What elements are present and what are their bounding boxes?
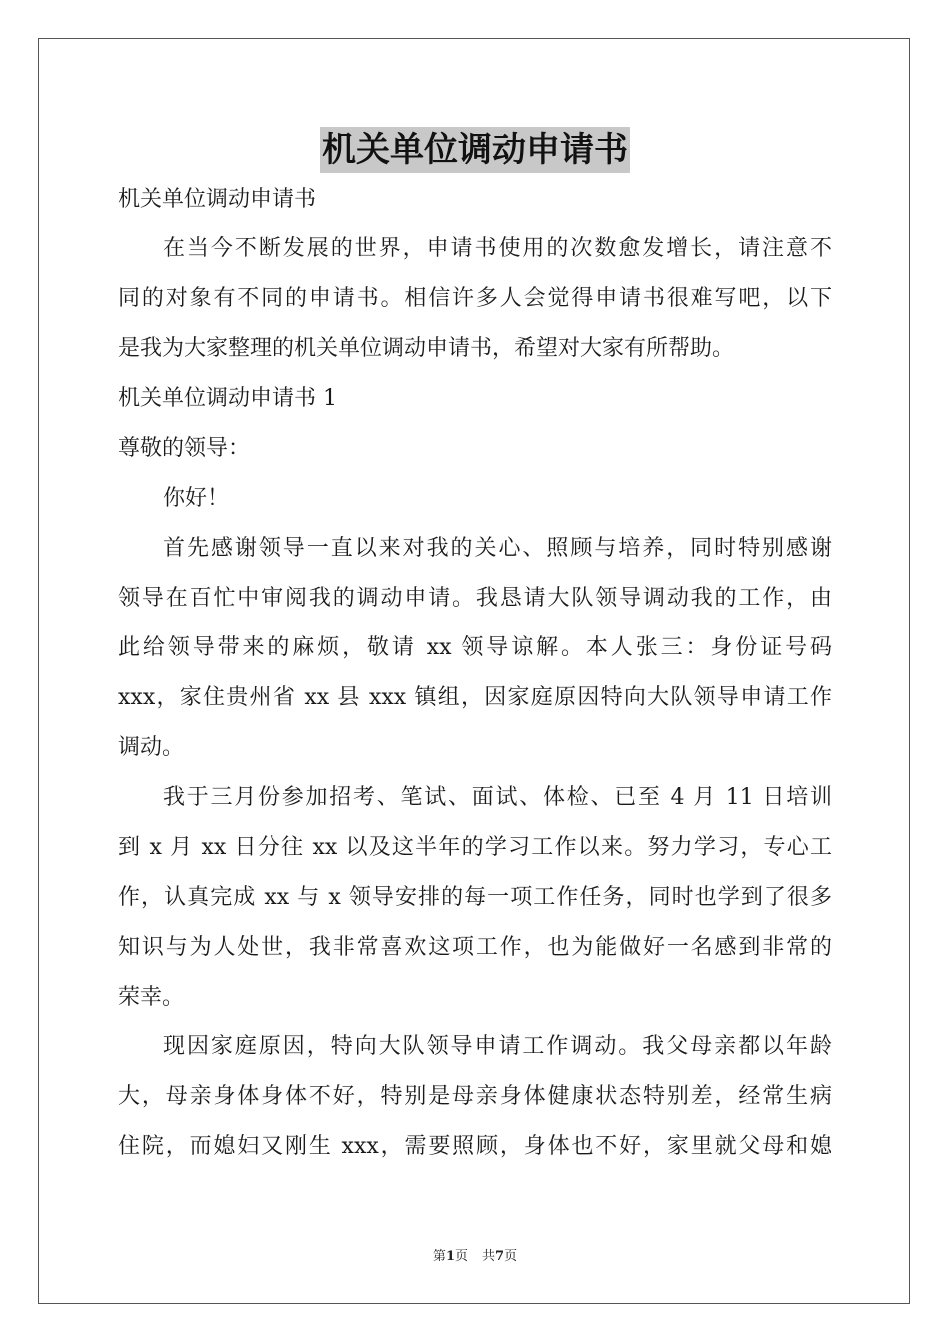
page-border [38,38,910,1304]
paragraph-line: 作，认真完成 xx 与 x 领导安排的每一项工作任务，同时也学到了很多 [118,885,832,910]
total-suffix: 页 [504,1249,518,1264]
paragraph-line: xxx，家住贵州省 xx 县 xxx 镇组，因家庭原因特向大队领导申请工作 [118,685,832,710]
paragraph-line: 现因家庭原因，特向大队领导申请工作调动。我父母亲都以年龄 [163,1034,832,1059]
page-total: 7 [495,1249,505,1264]
title-container [0,127,950,173]
salutation: 尊敬的领导： [118,436,251,461]
document-title: 机关单位调动申请书 [320,127,630,173]
paragraph-line: 领导在百忙中审阅我的调动申请。我恳请大队领导调动我的工作，由 [118,586,832,611]
paragraph-line: 调动。 [118,735,185,760]
paragraph-line: 首先感谢领导一直以来对我的关心、照顾与培养，同时特别感谢 [163,536,832,561]
document-subtitle: 机关单位调动申请书 [118,187,317,212]
total-prefix: 共 [482,1249,496,1264]
intro-line: 在当今不断发展的世界，申请书使用的次数愈发增长，请注意不 [163,236,832,261]
paragraph-line: 知识与为人处世，我非常喜欢这项工作，也为能做好一名感到非常的 [118,935,832,960]
section-heading: 机关单位调动申请书 1 [118,386,337,411]
intro-line: 同的对象有不同的申请书。相信许多人会觉得申请书很难写吧，以下 [118,286,832,311]
page-suffix: 页 [454,1249,468,1264]
intro-line: 是我为大家整理的机关单位调动申请书，希望对大家有所帮助。 [118,336,735,361]
paragraph-line: 到 x 月 xx 日分往 xx 以及这半年的学习工作以来。努力学习，专心工 [118,835,832,860]
paragraph-line: 我于三月份参加招考、笔试、面试、体检、已至 4 月 11 日培训 [163,785,832,810]
paragraph-line: 此给领导带来的麻烦，敬请 xx 领导谅解。本人张三：身份证号码 [118,635,832,660]
greeting: 你好！ [163,486,230,511]
page-prefix: 第 [432,1249,446,1264]
paragraph-line: 荣幸。 [118,985,185,1010]
paragraph-line: 大，母亲身体身体不好，特别是母亲身体健康状态特别差，经常生病 [118,1084,832,1109]
page-footer [0,1248,950,1266]
paragraph-line: 住院，而媳妇又刚生 xxx，需要照顾，身体也不好，家里就父母和媳 [118,1134,832,1159]
page-number: 1 [445,1249,455,1264]
